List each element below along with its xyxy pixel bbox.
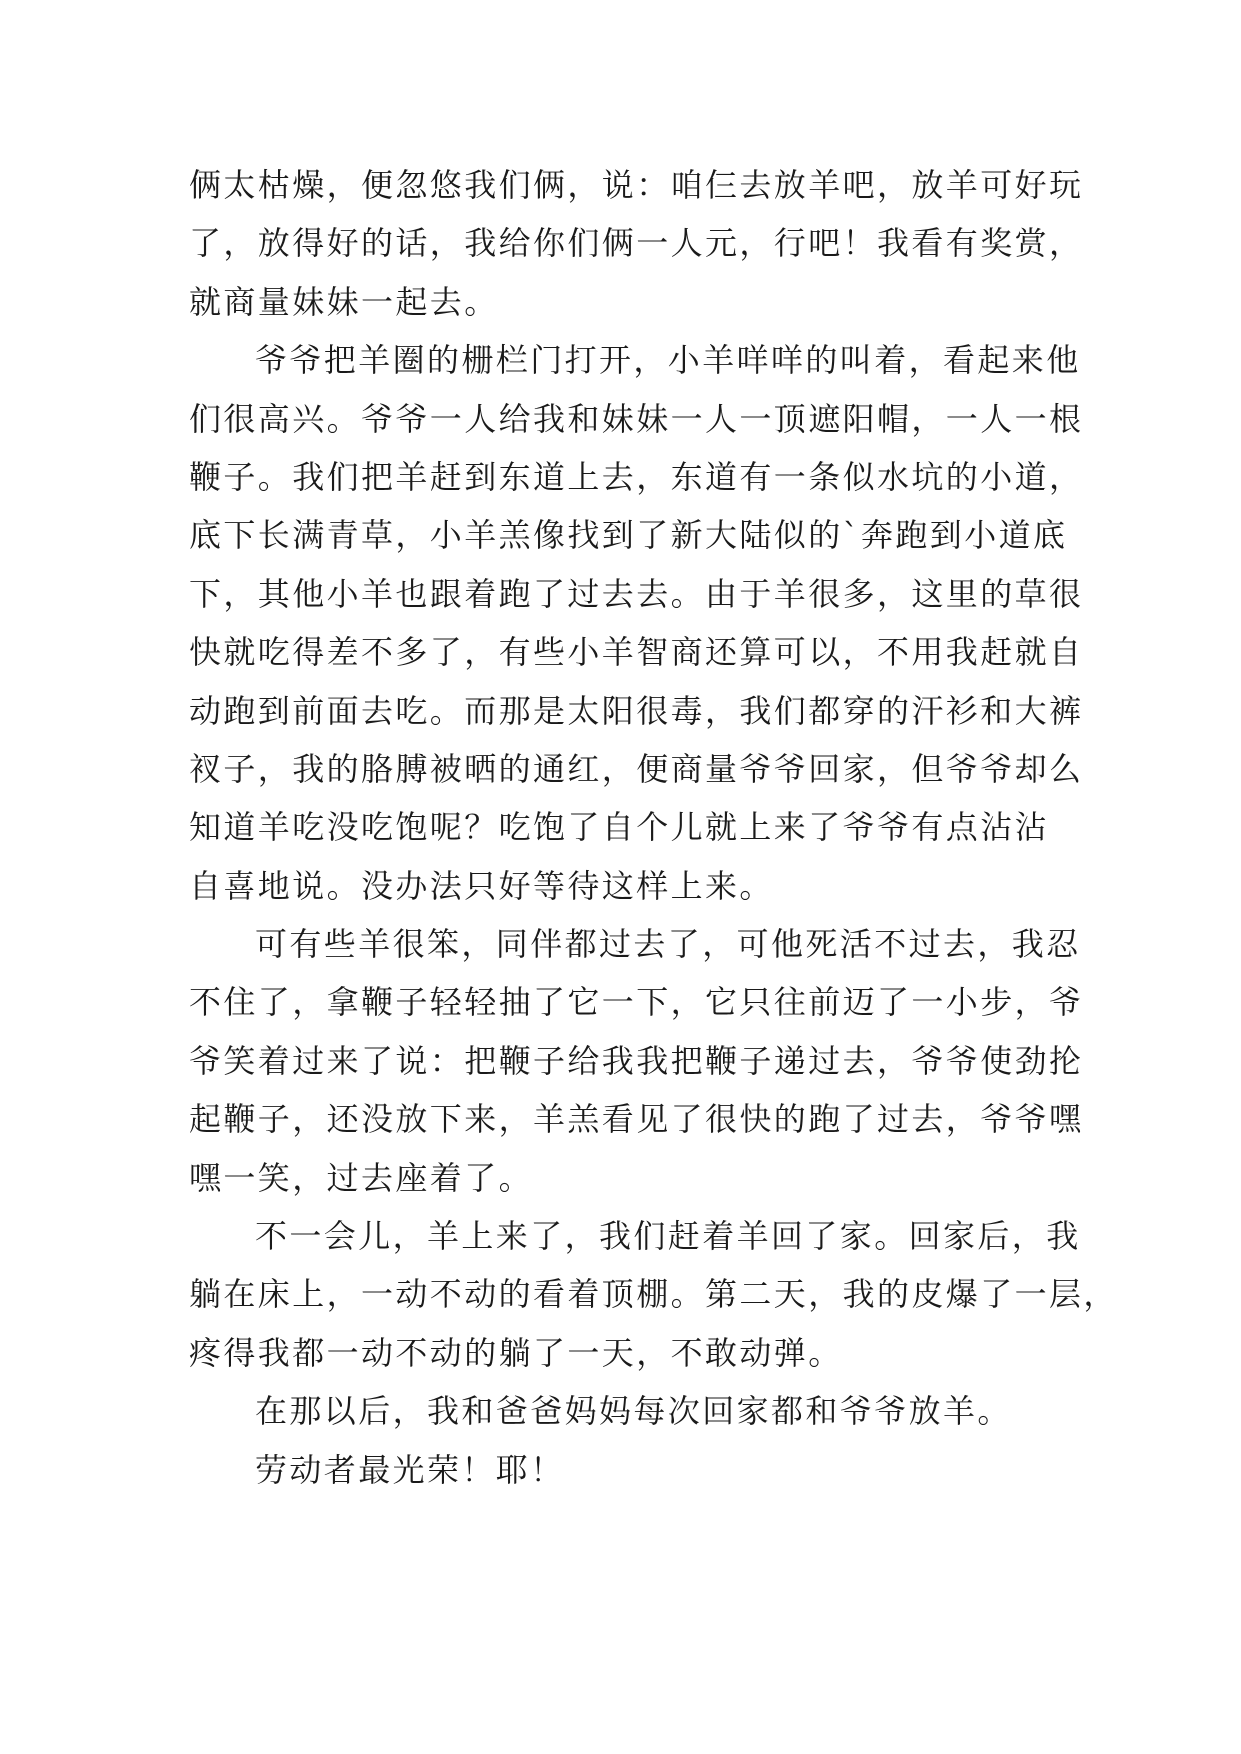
paragraph-start-line: 不一会儿，羊上来了，我们赶着羊回了家。回家后，我 <box>255 1217 1081 1256</box>
text-line: 俩太枯燥，便忽悠我们俩，说：咱仨去放羊吧，放羊可好玩 <box>189 166 1084 204</box>
text-line: 下，其他小羊也跟着跑了过去去。由于羊很多，这里的草很 <box>189 574 1084 613</box>
text-line: 疼得我都一动不动的躺了一天，不敢动弹。 <box>189 1333 843 1372</box>
text-line: 底下长满青草，小羊羔像找到了新大陆似的`奔跑到小道底 <box>189 516 1068 555</box>
text-line: 动跑到前面去吃。而那是太阳很毒，我们都穿的汗衫和大裤 <box>189 691 1084 730</box>
text-line: 不住了，拿鞭子轻轻抽了它一下，它只往前迈了一小步，爷 <box>189 983 1084 1022</box>
text-line: 自喜地说。没办法只好等待这样上来。 <box>189 866 774 905</box>
text-line: 躺在床上，一动不动的看着顶棚。第二天，我的皮爆了一层， <box>189 1275 1118 1314</box>
text-line: 鞭子。我们把羊赶到东道上去，东道有一条似水坑的小道， <box>189 457 1084 496</box>
paragraph-start-line: 在那以后，我和爸爸妈妈每次回家都和爷爷放羊。 <box>255 1392 1012 1431</box>
text-line: 们很高兴。爷爷一人给我和妹妹一人一顶遮阳帽，一人一根 <box>189 399 1084 438</box>
text-line: 快就吃得差不多了，有些小羊智商还算可以，不用我赶就自 <box>189 633 1084 672</box>
paragraph-start-line: 可有些羊很笨，同伴都过去了，可他死活不过去，我忍 <box>255 925 1081 964</box>
text-line: 衩子，我的胳膊被晒的通红，便商量爷爷回家，但爷爷却么 <box>189 749 1084 788</box>
paragraph-start-line: 劳动者最光荣！耶！ <box>255 1450 565 1489</box>
text-line: 知道羊吃没吃饱呢？吃饱了自个儿就上来了爷爷有点沾沾 <box>189 808 1050 847</box>
text-line: 起鞭子，还没放下来，羊羔看见了很快的跑了过去，爷爷嘿 <box>189 1100 1084 1139</box>
text-line: 了，放得好的话，我给你们俩一人元，行吧！我看有奖赏， <box>189 224 1084 263</box>
paragraph-start-line: 爷爷把羊圈的栅栏门打开，小羊咩咩的叫着，看起来他 <box>255 341 1081 380</box>
text-line: 就商量妹妹一起去。 <box>189 282 499 321</box>
text-line: 爷笑着过来了说：把鞭子给我我把鞭子递过去，爷爷使劲抡 <box>189 1041 1084 1080</box>
text-line: 嘿一笑，过去座着了。 <box>189 1158 534 1197</box>
body-text <box>189 156 1118 1499</box>
